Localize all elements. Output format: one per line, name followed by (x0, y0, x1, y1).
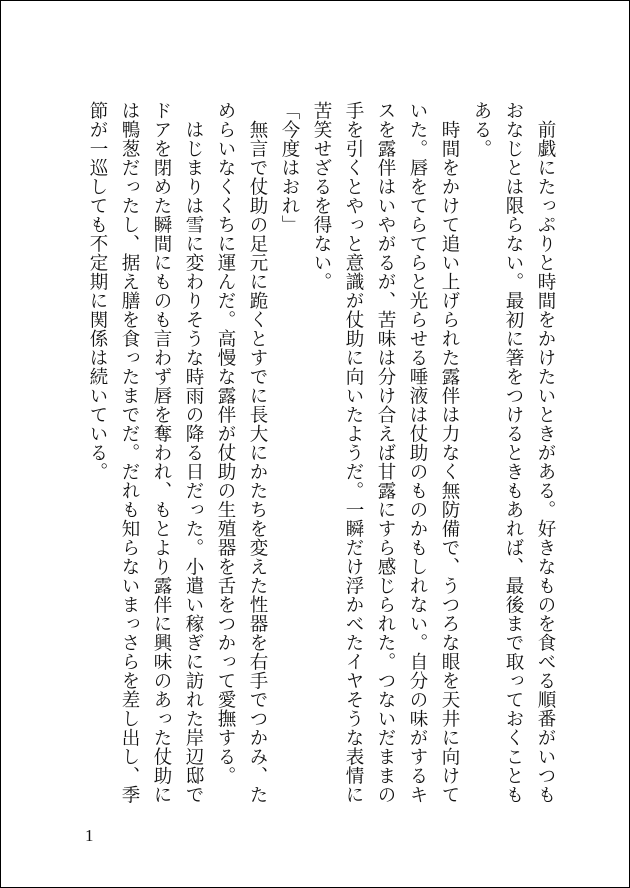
dialogue-line: 「今度はおれ」 (279, 101, 300, 234)
paragraph-2: 時間をかけて追い上げられた露伴は力なく無防備で、うつろな眼を天井に向けていた。唇をてらてらと光らせる唾液は仗助のものかもしれない。自分の味がするキスを露伴はいやがるが、苦味は分け合えば甘露にすら感じられた。つないだままの手を引くとやっと意識が仗助に向いたようだ。一瞬だけ浮かべたイヤそうな表情に苦笑せざるを得ない。 (311, 101, 460, 804)
paragraph-1: 前戯にたっぷりと時間をかけたいときがある。好きなものを食べる順番がいつもおなじとは限らない。最初に箸をつけるときもあれば、最後まで取っておくこともある。 (471, 101, 556, 804)
page-number: 1 (85, 826, 94, 845)
paragraph-4: はじまりは雪に変わりそうな時雨の降る日だった。小遣い稼ぎに訪れた岸辺邸でドアを閉めた瞬間にものも言わず唇を奪われ、もとより露伴に興味のあった仗助には鴨葱だったし、据え膳を食ったまでだ。だれも知らないまっさらを差し出し、季節が一巡しても不定期に関係は続いている。 (87, 101, 204, 804)
vertical-text-body (81, 101, 561, 821)
paragraph-3: 無言で仗助の足元に跪くとすでに長大にかたちを変えた性器を右手でつかみ、ためらいなくくちに運んだ。高慢な露伴が仗助の生殖器を舌をつかって愛撫する。 (215, 101, 268, 804)
